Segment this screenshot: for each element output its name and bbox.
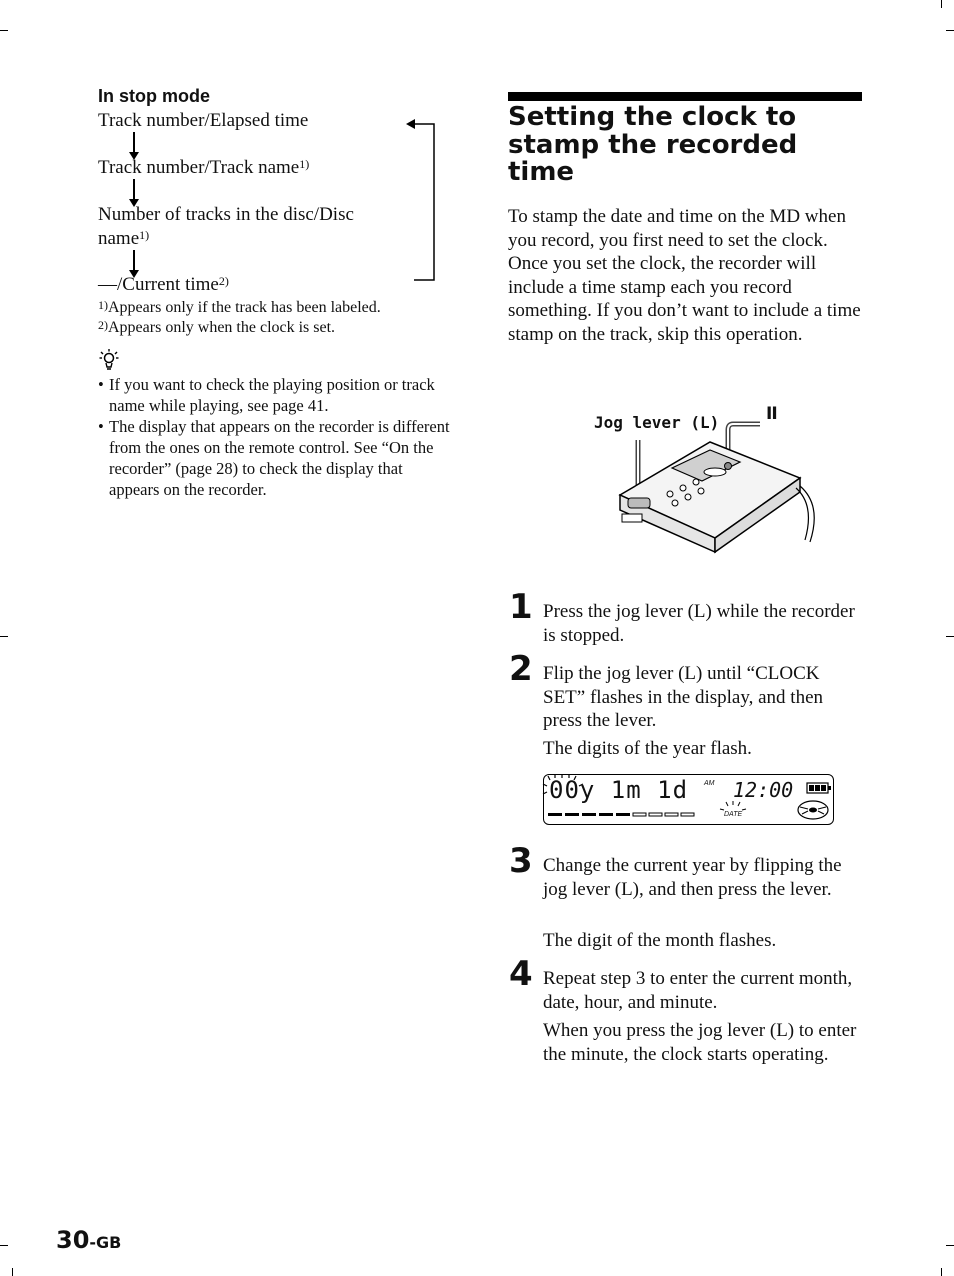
crop-mark [941, 1268, 942, 1276]
stop-mode-title: In stop mode [98, 86, 210, 106]
crop-mark [946, 636, 954, 637]
down-arrow-icon [133, 250, 135, 272]
footnote [98, 318, 335, 338]
crop-mark [12, 1268, 13, 1276]
step-note: When you press the jog lever (L) to enter the minute, the clock starts operating. [543, 1020, 857, 1065]
step-text: Flip the jog lever (L) until “CLOCK SET” flashes in the display, and then press the lever. [543, 663, 824, 731]
step-text: Change the current year by flipping the jog lever (L), and then press the lever. [543, 855, 842, 900]
heading-rule [508, 92, 862, 101]
step-text: Repeat step 3 to enter the current month, date, hour, and minute. [543, 968, 853, 1013]
lcd-am-indicator: AM [704, 780, 715, 787]
step-number: 1 [509, 587, 533, 627]
pause-label: II [766, 404, 777, 424]
crop-mark [946, 30, 954, 31]
crop-mark [946, 1245, 954, 1246]
disc-icon [796, 799, 830, 821]
page-number-suffix: -GB [89, 1233, 122, 1252]
step-note: The digits of the year flash. [543, 738, 752, 759]
intro-paragraph: To stamp the date and time on the MD when you record, you first need to set the clock. [508, 206, 846, 251]
intro-text [508, 205, 862, 346]
level-meter-icon [548, 810, 708, 820]
sequence-item [98, 203, 398, 250]
down-arrow-icon [133, 132, 135, 154]
loop-back-arrow [400, 114, 440, 284]
crop-mark [0, 636, 8, 637]
lcd-time-readout: 12:00 [733, 778, 794, 802]
footnote-mark: 2) [98, 318, 108, 332]
footnote-text: Appears only if the track has been labeled. [108, 299, 381, 316]
step-text: Press the jog lever (L) while the recorder is stopped. [543, 601, 855, 646]
tip-item: • If you want to check the playing position or track name while playing, see page 41. [98, 374, 453, 416]
sequence-item-text: Track number/Elapsed time [98, 110, 309, 131]
tip-item: • The display that appears on the recorder is different from the ones on the remote control. See “On the recorder” (page 28) to check the display that appears on the recorder. [98, 416, 453, 500]
down-arrow-icon [133, 179, 135, 201]
battery-icon [806, 782, 832, 794]
page-number-value: 30 [56, 1226, 90, 1254]
section-heading: Setting the clock to stamp the recorded time [508, 102, 798, 187]
crop-mark [0, 30, 8, 31]
sequence-item-text: Number of tracks in the disc/Disc [98, 204, 354, 225]
sequence-item [98, 156, 309, 180]
recorder-illustration [600, 410, 830, 560]
crop-mark [941, 0, 942, 8]
footnote-mark: 1) [139, 227, 150, 242]
step-number: 3 [509, 841, 533, 881]
sequence-item-text: name [98, 227, 140, 249]
lcd-date-readout: 00y 1m 1d [549, 776, 689, 804]
step-note: The digit of the month flashes. [543, 930, 777, 951]
step-number: 2 [509, 649, 533, 689]
footnote [98, 298, 381, 318]
sequence-item [98, 109, 308, 133]
crop-mark [0, 1245, 8, 1246]
intro-paragraph: Once you set the clock, the recorder will include a time stamp each you record something. If you don’t want to include a time stamp on the track, skip this operation. [508, 253, 861, 345]
footnote-mark: 2) [218, 274, 229, 288]
sequence-item-text: Track number/Track name [98, 157, 300, 178]
sequence-item-text: —/Current time [98, 274, 219, 295]
lcd-date-badge: DATE [724, 811, 743, 818]
tip-list [98, 374, 453, 500]
page-number [56, 1226, 121, 1254]
lightbulb-icon [99, 349, 119, 371]
step-number: 4 [509, 954, 533, 994]
jog-lever-label: Jog lever (L) [594, 413, 720, 432]
footnote-text: Appears only when the clock is set. [108, 319, 336, 336]
sequence-item [98, 273, 229, 297]
footnote-mark: 1) [98, 298, 108, 312]
footnote-mark: 1) [299, 157, 310, 171]
